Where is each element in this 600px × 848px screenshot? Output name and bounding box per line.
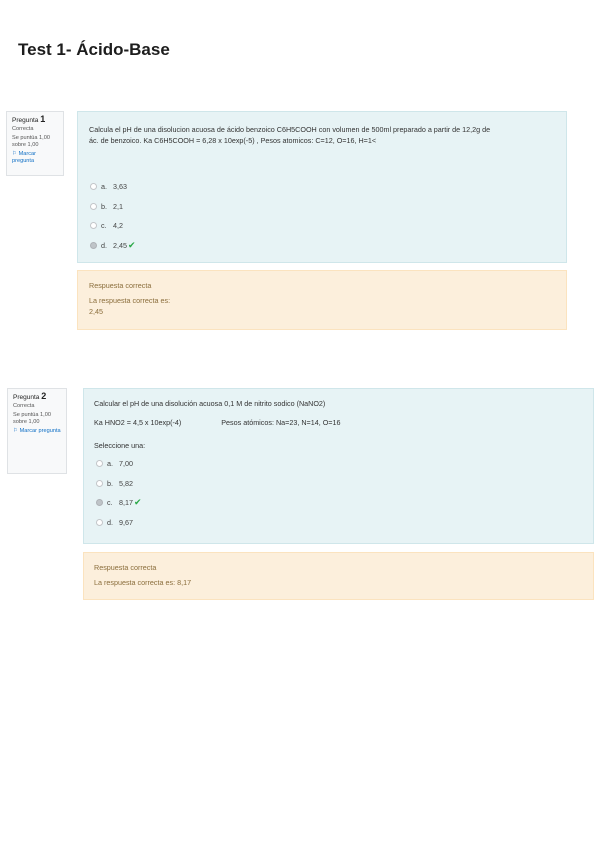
radio-icon[interactable]	[96, 460, 103, 467]
answer-option-b[interactable]: b. 2,1	[90, 197, 136, 217]
answer-text: 4,2	[113, 221, 123, 231]
answer-option-c[interactable]: c. 4,2	[90, 216, 136, 236]
flag-question-link[interactable]: ⚐ Marcar pregunta	[12, 151, 36, 164]
question-content	[83, 388, 594, 544]
answer-list	[96, 454, 142, 532]
radio-icon[interactable]	[96, 519, 103, 526]
answer-text: 7,00	[119, 459, 133, 469]
radio-icon[interactable]	[90, 222, 97, 229]
question-text: Calcular el pH de una disolución acuosa 0,1 M de nitrito sodico (NaNO2) Ka HNO2 = 4,5 x 10exp(-4) Pesos atómicos: Na=23, N=14, O=16 Seleccione una:	[94, 398, 589, 451]
check-icon: ✔	[128, 239, 136, 250]
correct-answer-label: La respuesta correcta es: 8,17	[94, 578, 192, 587]
answer-option-b[interactable]: b. 5,82	[96, 474, 142, 494]
flag-icon: ⚐	[13, 428, 19, 434]
answer-option-a[interactable]: a. 3,63	[90, 177, 136, 197]
feedback-status: Respuesta correcta	[89, 281, 152, 290]
answer-option-d[interactable]: d. 2,45 ✔	[90, 236, 136, 256]
question-grade: Se puntúa 1,00 sobre 1,00	[12, 135, 50, 148]
radio-icon[interactable]	[90, 242, 97, 249]
question-number: Pregunta 2	[13, 391, 47, 401]
question-grade: Se puntúa 1,00 sobre 1,00	[13, 412, 51, 425]
flag-question-link[interactable]: ⚐ Marcar pregunta	[13, 428, 61, 434]
answer-text: 2,45	[113, 240, 127, 250]
question-info	[6, 111, 64, 176]
correct-answer-value: 2,45	[89, 307, 103, 316]
radio-icon[interactable]	[90, 203, 97, 210]
answer-option-d[interactable]: d. 9,67	[96, 513, 142, 533]
question-info	[7, 388, 67, 474]
question-content	[77, 111, 567, 263]
question-state: Correcta	[13, 403, 35, 409]
page-title: Test 1- Ácido-Base	[18, 40, 170, 59]
answer-prompt: Seleccione una:	[94, 441, 146, 450]
radio-icon[interactable]	[96, 499, 103, 506]
answer-text: 9,67	[119, 517, 133, 527]
feedback-status: Respuesta correcta	[94, 563, 157, 572]
answer-text: 2,1	[113, 201, 123, 211]
radio-icon[interactable]	[96, 480, 103, 487]
answer-option-a[interactable]: a. 7,00	[96, 454, 142, 474]
radio-icon[interactable]	[90, 183, 97, 190]
question-state: Correcta	[12, 126, 34, 132]
correct-answer-label: La respuesta correcta es:	[89, 296, 171, 305]
flag-icon: ⚐	[12, 151, 18, 157]
answer-text: 3,63	[113, 182, 127, 192]
question-text: Calcula el pH de una disolucion acuosa de ácido benzoico C6H5COOH con volumen de 500ml preparado a partir de 12,2g de ác. de benzoico. Ka C6H5COOH = 6,28 x 10exp(-5) , Pesos atomicos: C=12, O=16, H=1<	[89, 125, 491, 145]
question-number: Pregunta 1	[12, 114, 46, 124]
answer-list	[90, 177, 136, 255]
feedback-panel	[77, 270, 567, 330]
answer-option-c[interactable]: c. 8,17 ✔	[96, 493, 142, 513]
answer-text: 5,82	[119, 478, 133, 488]
feedback-panel	[83, 552, 594, 600]
answer-text: 8,17	[119, 498, 133, 508]
check-icon: ✔	[134, 497, 142, 508]
